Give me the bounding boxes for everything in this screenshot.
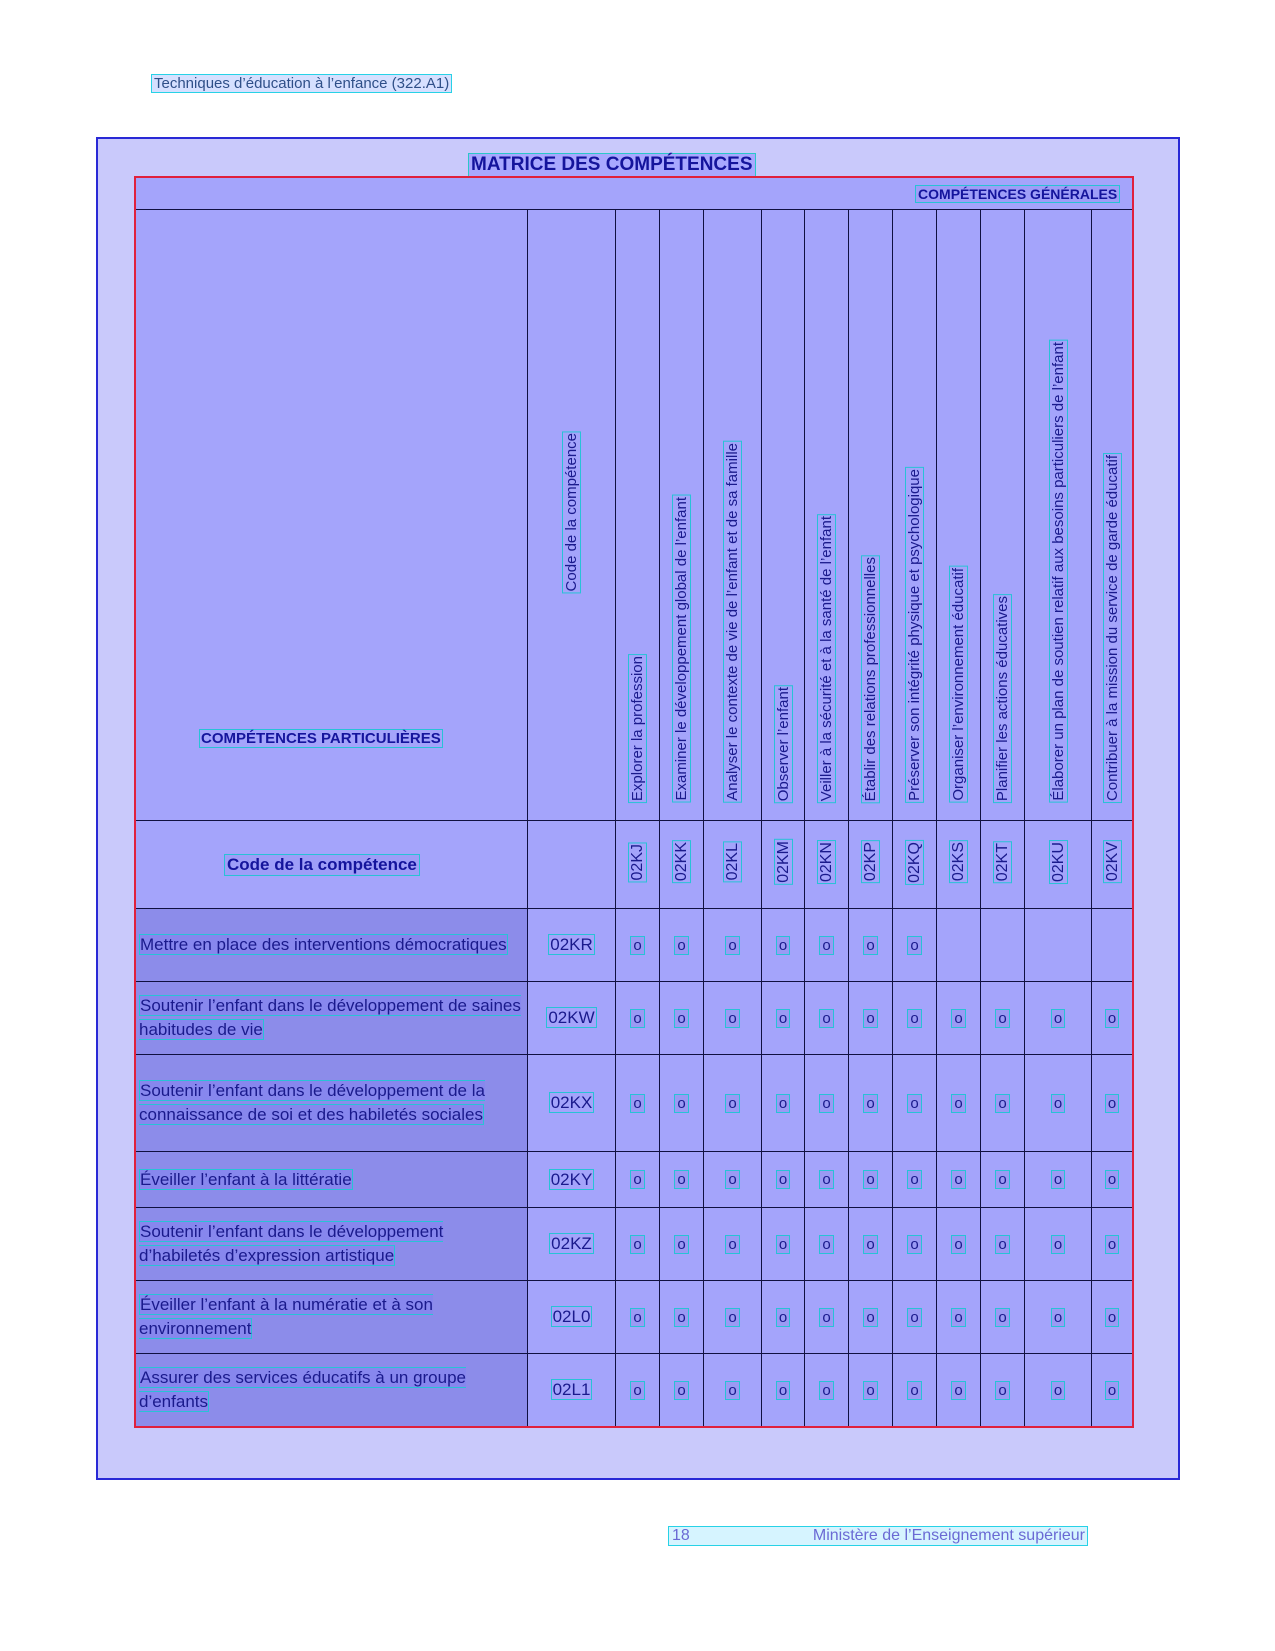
code-column-header: [528, 210, 616, 821]
particular-competency-row: [136, 982, 1133, 1055]
matrix-cell: [893, 909, 937, 982]
matrix-cell: [1025, 909, 1092, 982]
particular-competency-label: [136, 1055, 528, 1152]
contribution-mark: o: [725, 1235, 739, 1254]
matrix-cell: [937, 1354, 981, 1427]
general-competency-9: [981, 210, 1025, 821]
contribution-mark: o: [1051, 1009, 1065, 1028]
contribution-mark: o: [907, 936, 921, 955]
general-code-8: [937, 821, 981, 909]
contribution-mark: o: [863, 1094, 877, 1113]
matrix-cell: [1025, 982, 1092, 1055]
matrix-cell: [616, 1208, 660, 1281]
contribution-mark: o: [776, 1170, 790, 1189]
general-competency-label: Préserver son intégrité physique et psychologique: [906, 469, 923, 801]
contribution-mark: o: [1051, 1235, 1065, 1254]
contribution-mark: o: [863, 1308, 877, 1327]
code-row-empty: [528, 821, 616, 909]
contribution-mark: o: [1105, 1308, 1119, 1327]
particular-competencies-header: [136, 210, 528, 821]
matrix-cell: [762, 1055, 805, 1152]
matrix-cell: [616, 1281, 660, 1354]
matrix-cell: [893, 1354, 937, 1427]
particular-competency-code-text: 02KX: [550, 1093, 593, 1112]
contribution-mark: o: [995, 1170, 1009, 1189]
matrix-cell: [1025, 1055, 1092, 1152]
contribution-mark: o: [776, 1308, 790, 1327]
matrix-cell: [981, 1208, 1025, 1281]
general-code-2: [660, 821, 704, 909]
matrix-cell: [849, 1354, 893, 1427]
contribution-mark: o: [907, 1235, 921, 1254]
general-code-10: [1025, 821, 1092, 909]
particular-competency-code: [528, 1055, 616, 1152]
general-code-11: [1092, 821, 1133, 909]
matrix-cell: [849, 982, 893, 1055]
particular-competency-label-text: Assurer des services éducatifs à un groupe d’enfants: [139, 1368, 467, 1411]
general-code-9: [981, 821, 1025, 909]
contribution-mark: o: [819, 936, 833, 955]
contribution-mark: o: [1105, 1009, 1119, 1028]
contribution-mark: o: [907, 1170, 921, 1189]
contribution-mark: o: [995, 1009, 1009, 1028]
particular-competency-code-text: 02KW: [548, 1008, 595, 1027]
general-competency-label: Veiller à la sécurité et à la santé de l’enfant: [818, 515, 835, 801]
matrix-cell: [1025, 1152, 1092, 1208]
contribution-mark: o: [630, 936, 644, 955]
particular-competency-code: [528, 982, 616, 1055]
matrix-cell: [616, 1354, 660, 1427]
matrix-cell: [704, 1208, 762, 1281]
contribution-mark: o: [630, 1009, 644, 1028]
general-code-4: [762, 821, 805, 909]
general-code-1: [616, 821, 660, 909]
matrix-cell: [1092, 1055, 1133, 1152]
matrix-cell: [849, 1281, 893, 1354]
matrix-cell: [704, 1281, 762, 1354]
particular-competency-label-text: Éveiller l’enfant à la littératie: [140, 1169, 352, 1189]
matrix-cell: [893, 1281, 937, 1354]
contribution-mark: o: [819, 1235, 833, 1254]
matrix-cell: [762, 982, 805, 1055]
general-code-5: [805, 821, 849, 909]
matrix-cell: [660, 982, 704, 1055]
competency-matrix: [135, 177, 1133, 1427]
particular-competency-label: [136, 1281, 528, 1354]
matrix-cell: [616, 982, 660, 1055]
particular-competencies-header-text: COMPÉTENCES PARTICULIÈRES: [201, 730, 441, 747]
contribution-mark: o: [1051, 1308, 1065, 1327]
general-code-text: 02KS: [950, 842, 967, 882]
contribution-mark: o: [674, 1094, 688, 1113]
contribution-mark: o: [819, 1381, 833, 1400]
particular-competency-row: [136, 1055, 1133, 1152]
contribution-mark: o: [907, 1009, 921, 1028]
matrix-cell: [660, 1208, 704, 1281]
general-competency-label: Planifier les actions éducatives: [994, 595, 1011, 801]
matrix-cell: [849, 909, 893, 982]
contribution-mark: o: [951, 1308, 965, 1327]
particular-competency-row: [136, 909, 1133, 982]
general-competency-label: Observer l’enfant: [774, 686, 792, 801]
particular-competency-code: [528, 909, 616, 982]
contribution-mark: o: [907, 1381, 921, 1400]
general-competency-1: [616, 210, 660, 821]
contribution-mark: o: [863, 1235, 877, 1254]
contribution-mark: o: [1105, 1235, 1119, 1254]
contribution-mark: o: [674, 1170, 688, 1189]
general-competency-8: [937, 210, 981, 821]
general-competencies-header-text: COMPÉTENCES GÉNÉRALES: [915, 185, 1120, 203]
matrix-cell: [1092, 1152, 1133, 1208]
general-code-text: 02KM: [774, 841, 792, 883]
particular-competency-label: [136, 1354, 528, 1427]
particular-competency-row: [136, 1152, 1133, 1208]
particular-competency-row: [136, 1281, 1133, 1354]
particular-competency-row: [136, 1208, 1133, 1281]
contribution-mark: o: [674, 1235, 688, 1254]
matrix-cell: [762, 1354, 805, 1427]
contribution-mark: o: [819, 1170, 833, 1189]
matrix-cell: [762, 1152, 805, 1208]
contribution-mark: o: [819, 1308, 833, 1327]
contribution-mark: o: [1051, 1094, 1065, 1113]
contribution-mark: o: [863, 1009, 877, 1028]
particular-competency-code: [528, 1281, 616, 1354]
particular-competency-label-text: Soutenir l’enfant dans le développement d’habiletés d’expression artistique: [139, 1222, 444, 1265]
matrix-cell: [1092, 909, 1133, 982]
matrix-cell: [805, 909, 849, 982]
matrix-cell: [981, 1281, 1025, 1354]
contribution-mark: o: [674, 1308, 688, 1327]
matrix-title: MATRICE DES COMPÉTENCES: [468, 153, 756, 177]
running-title: Techniques d’éducation à l’enfance (322.A1): [151, 74, 452, 93]
particular-competency-label: [136, 1208, 528, 1281]
contribution-mark: o: [863, 1170, 877, 1189]
matrix-cell: [1025, 1354, 1092, 1427]
general-competency-label: Examiner le développement global de l’enfant: [673, 497, 690, 801]
particular-competency-label: [136, 909, 528, 982]
particular-competency-label-text: Soutenir l’enfant dans le développement de la connaissance de soi et des habiletés sociales: [139, 1081, 485, 1124]
contribution-mark: o: [863, 1381, 877, 1400]
matrix-cell: [849, 1152, 893, 1208]
general-code-6: [849, 821, 893, 909]
general-competency-label: Analyser le contexte de vie de l’enfant et de sa famille: [724, 443, 741, 801]
matrix-cell: [762, 1208, 805, 1281]
ministry-name: Ministère de l’Enseignement supérieur: [812, 1527, 1085, 1544]
contribution-mark: o: [725, 1170, 739, 1189]
matrix-cell: [937, 909, 981, 982]
contribution-mark: o: [1105, 1381, 1119, 1400]
general-code-text: 02KL: [724, 843, 741, 881]
matrix-cell: [805, 1281, 849, 1354]
matrix-cell: [1092, 1281, 1133, 1354]
general-code-text: 02KV: [1103, 842, 1121, 882]
matrix-cell: [762, 909, 805, 982]
general-competency-11: [1092, 210, 1133, 821]
contribution-mark: o: [951, 1094, 965, 1113]
page-footer: [668, 1526, 1088, 1546]
particular-competency-label-text: Mettre en place des interventions démocratiques: [140, 935, 507, 954]
matrix-cell: [893, 1208, 937, 1281]
matrix-cell: [1092, 982, 1133, 1055]
contribution-mark: o: [725, 936, 739, 955]
matrix-cell: [981, 982, 1025, 1055]
matrix-cell: [1025, 1208, 1092, 1281]
general-code-text: 02KQ: [906, 841, 923, 883]
matrix-cell: [1092, 1208, 1133, 1281]
code-row-label: [136, 821, 528, 909]
matrix-cell: [937, 1208, 981, 1281]
general-code-text: 02KT: [994, 842, 1011, 882]
contribution-mark: o: [995, 1235, 1009, 1254]
page-number: 18: [672, 1527, 690, 1544]
general-competency-5: [805, 210, 849, 821]
general-competency-3: [704, 210, 762, 821]
general-code-text: 02KK: [673, 842, 690, 882]
contribution-mark: o: [776, 1094, 790, 1113]
general-competency-10: [1025, 210, 1092, 821]
matrix-cell: [937, 1152, 981, 1208]
particular-competency-code-text: 02KZ: [551, 1234, 592, 1253]
particular-competency-label: [136, 1152, 528, 1208]
matrix-cell: [805, 1152, 849, 1208]
contribution-mark: o: [951, 1381, 965, 1400]
contribution-mark: o: [630, 1170, 644, 1189]
matrix-cell: [660, 1055, 704, 1152]
contribution-mark: o: [725, 1308, 739, 1327]
general-competency-label: Contribuer à la mission du service de garde éducatif: [1103, 454, 1121, 801]
matrix-cell: [981, 1152, 1025, 1208]
contribution-mark: o: [630, 1094, 644, 1113]
contribution-mark: o: [819, 1009, 833, 1028]
contribution-mark: o: [1051, 1170, 1065, 1189]
particular-competency-code-text: 02L1: [552, 1380, 591, 1399]
general-competency-4: [762, 210, 805, 821]
general-code-7: [893, 821, 937, 909]
particular-competency-code: [528, 1152, 616, 1208]
contribution-mark: o: [776, 936, 790, 955]
particular-competency-code: [528, 1208, 616, 1281]
matrix-cell: [805, 1208, 849, 1281]
matrix-cell: [660, 1354, 704, 1427]
matrix-cell: [704, 982, 762, 1055]
matrix-cell: [937, 1055, 981, 1152]
matrix-cell: [660, 909, 704, 982]
contribution-mark: o: [819, 1094, 833, 1113]
matrix-cell: [805, 982, 849, 1055]
matrix-cell: [616, 1055, 660, 1152]
matrix-cell: [762, 1281, 805, 1354]
general-competency-2: [660, 210, 704, 821]
contribution-mark: o: [630, 1381, 644, 1400]
general-code-3: [704, 821, 762, 909]
contribution-mark: o: [995, 1094, 1009, 1113]
particular-competency-code-text: 02KY: [550, 1169, 593, 1189]
contribution-mark: o: [725, 1009, 739, 1028]
code-row-label-text: Code de la compétence: [224, 854, 420, 876]
matrix-cell: [660, 1152, 704, 1208]
particular-competency-label-text: Éveiller l’enfant à la numératie et à son environnement: [139, 1295, 433, 1338]
contribution-mark: o: [630, 1308, 644, 1327]
contribution-mark: o: [951, 1170, 965, 1189]
matrix-cell: [893, 1152, 937, 1208]
particular-competency-code-text: 02L0: [552, 1307, 591, 1326]
matrix-cell: [849, 1055, 893, 1152]
matrix-cell: [893, 1055, 937, 1152]
matrix-cell: [937, 982, 981, 1055]
matrix-cell: [660, 1281, 704, 1354]
matrix-cell: [616, 1152, 660, 1208]
contribution-mark: o: [674, 1381, 688, 1400]
matrix-cell: [704, 909, 762, 982]
contribution-mark: o: [725, 1094, 739, 1113]
matrix-cell: [981, 1055, 1025, 1152]
contribution-mark: o: [995, 1381, 1009, 1400]
contribution-mark: o: [951, 1235, 965, 1254]
matrix-cell: [893, 982, 937, 1055]
matrix-cell: [704, 1354, 762, 1427]
contribution-mark: o: [776, 1009, 790, 1028]
general-competency-6: [849, 210, 893, 821]
contribution-mark: o: [725, 1381, 739, 1400]
general-competency-label: Explorer la profession: [629, 655, 646, 801]
matrix-cell: [616, 909, 660, 982]
matrix-cell: [805, 1055, 849, 1152]
code-column-header-text: Code de la compétence: [563, 433, 580, 592]
general-code-text: 02KP: [862, 842, 879, 882]
particular-competency-label: [136, 982, 528, 1055]
matrix-cell: [704, 1152, 762, 1208]
contribution-mark: o: [863, 936, 877, 955]
matrix-cell: [704, 1055, 762, 1152]
matrix-cell: [849, 1208, 893, 1281]
general-competency-label: Élaborer un plan de soutien relatif aux besoins particuliers de l’enfant: [1049, 342, 1067, 801]
contribution-mark: o: [995, 1308, 1009, 1327]
matrix-cell: [981, 909, 1025, 982]
particular-competency-row: [136, 1354, 1133, 1427]
general-labels-row: [136, 210, 1133, 821]
particular-competency-code-text: 02KR: [550, 935, 593, 954]
general-competency-7: [893, 210, 937, 821]
contribution-mark: o: [674, 936, 688, 955]
contribution-mark: o: [1051, 1381, 1065, 1400]
matrix-cell: [1092, 1354, 1133, 1427]
contribution-mark: o: [951, 1009, 965, 1028]
general-competency-label: Établir des relations professionnelles: [862, 556, 879, 801]
general-code-text: 02KJ: [629, 843, 646, 881]
contribution-mark: o: [776, 1381, 790, 1400]
contribution-mark: o: [907, 1308, 921, 1327]
matrix-cell: [805, 1354, 849, 1427]
general-header-row: [136, 178, 1133, 210]
general-code-text: 02KN: [818, 841, 835, 883]
contribution-mark: o: [674, 1009, 688, 1028]
general-competency-label: Organiser l’environnement éducatif: [950, 568, 967, 801]
contribution-mark: o: [776, 1235, 790, 1254]
general-code-text: 02KU: [1049, 841, 1067, 883]
contribution-mark: o: [1105, 1094, 1119, 1113]
matrix-cell: [937, 1281, 981, 1354]
contribution-mark: o: [1105, 1170, 1119, 1189]
general-codes-row: [136, 821, 1133, 909]
contribution-mark: o: [907, 1094, 921, 1113]
contribution-mark: o: [630, 1235, 644, 1254]
particular-competency-label-text: Soutenir l’enfant dans le développement de saines habitudes de vie: [139, 996, 521, 1039]
general-competencies-header: [136, 178, 1133, 210]
matrix-cell: [1025, 1281, 1092, 1354]
matrix-cell: [981, 1354, 1025, 1427]
particular-competency-code: [528, 1354, 616, 1427]
